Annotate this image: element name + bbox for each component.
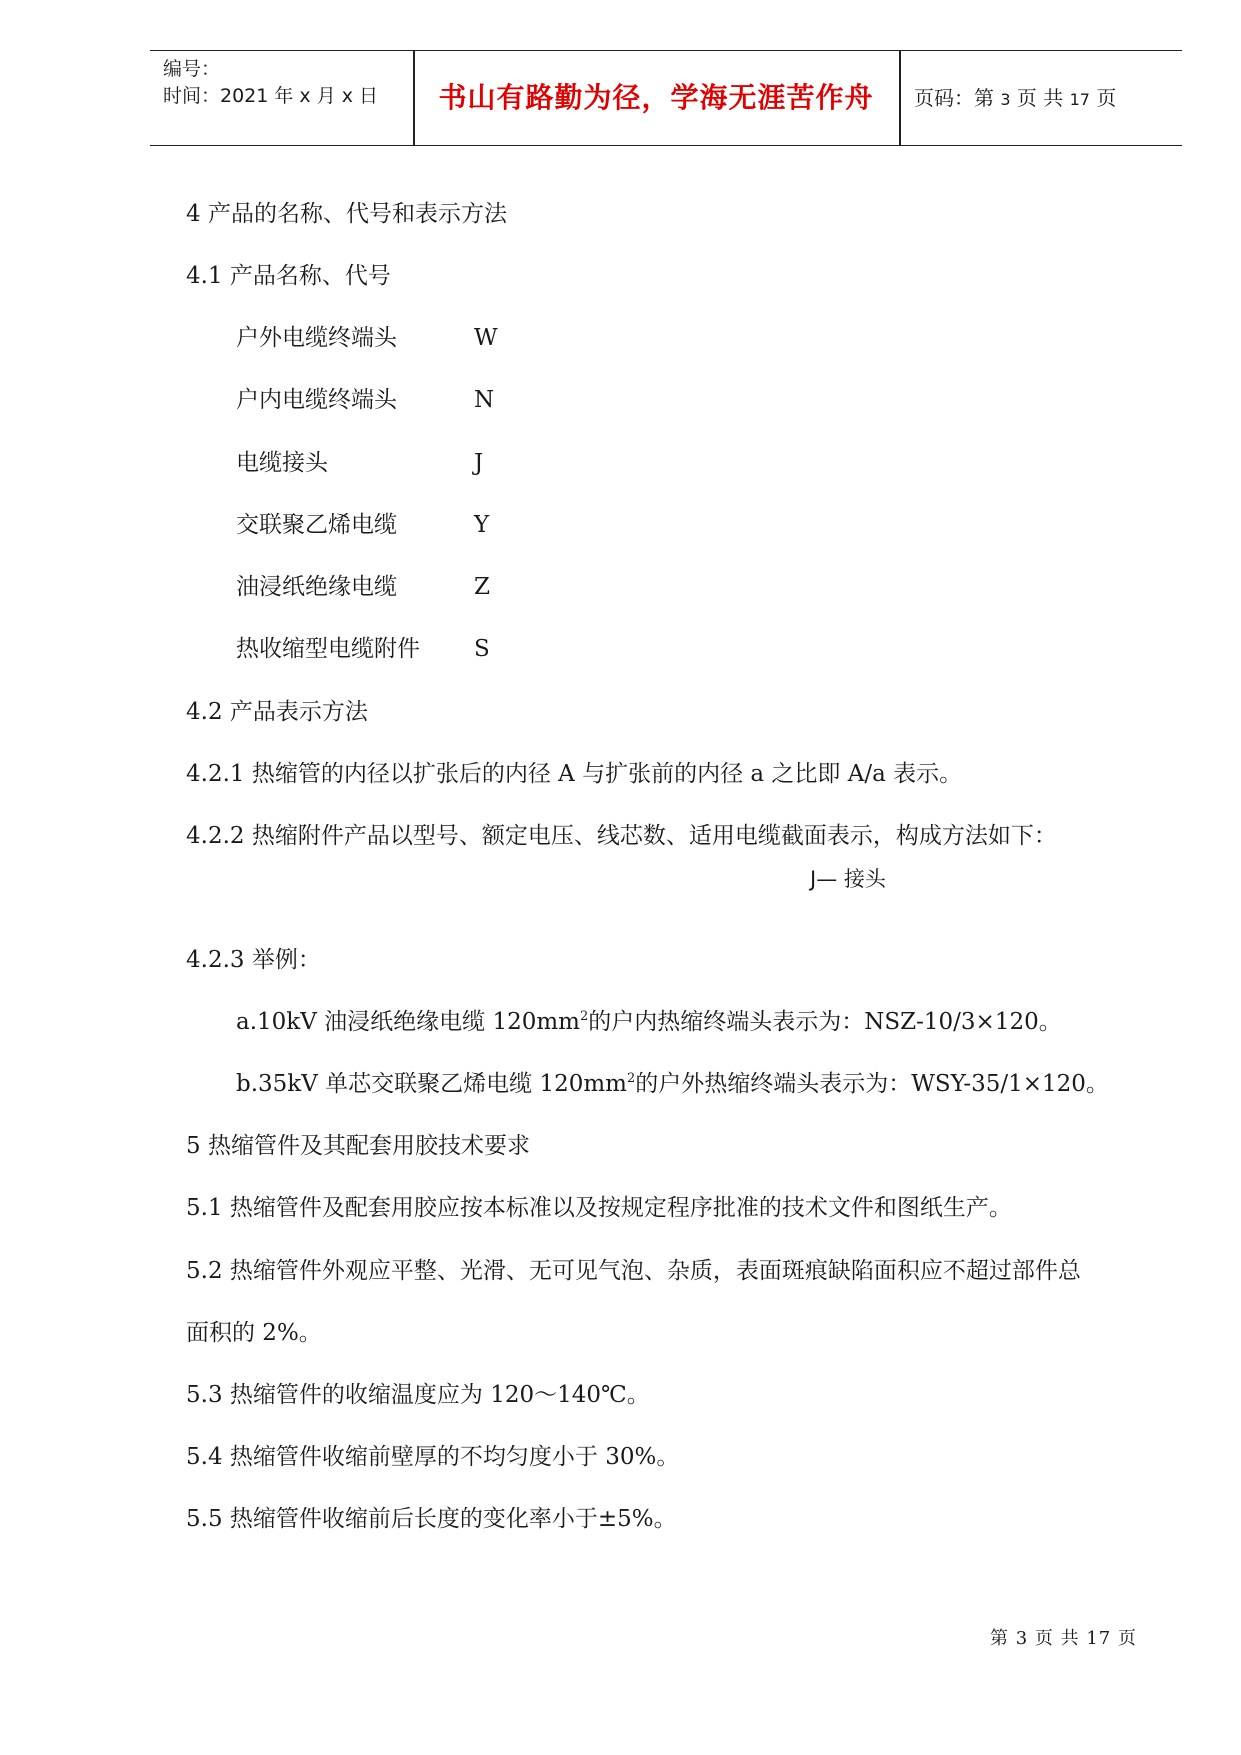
header-page-number xyxy=(914,51,1174,145)
page-mid: 页 共 xyxy=(1016,86,1064,110)
example-a xyxy=(236,1007,1062,1037)
section-4-1-heading: 4.1 产品名称、代号 xyxy=(186,263,391,289)
section-4-2-2: 4.2.2 热缩附件产品以型号、额定电压、线芯数、适用电缆截面表示，构成方法如下： xyxy=(186,823,1057,849)
page-header xyxy=(150,50,1182,146)
header-divider xyxy=(899,51,901,145)
code-value: N xyxy=(474,387,495,413)
time-label: 时间：2021 年 x 月 x 日 xyxy=(163,85,379,107)
code-value: Z xyxy=(474,574,490,600)
page-current: 3 xyxy=(1000,90,1011,109)
code-name: 油浸纸绝缘电缆 xyxy=(236,574,397,600)
serial-label: 编号： xyxy=(163,58,221,80)
code-name: 热收缩型电缆附件 xyxy=(236,636,420,662)
section-4-2-3: 4.2.3 举例： xyxy=(186,947,321,973)
example-b-text: b.35kV 单芯交联聚乙烯电缆 120mm xyxy=(236,1071,627,1097)
example-a-text: 的户内热缩终端头表示为：NSZ-10/3×120。 xyxy=(588,1009,1062,1035)
code-name: 户外电缆终端头 xyxy=(236,325,397,351)
section-5-5: 5.5 热缩管件收缩前后长度的变化率小于±5%。 xyxy=(186,1506,677,1532)
example-a-text: a.10kV 油浸纸绝缘电缆 120mm xyxy=(236,1009,580,1035)
code-name: 户内电缆终端头 xyxy=(236,387,397,413)
page-footer: 第 3 页 共 17 页 xyxy=(990,1628,1137,1649)
section-4-heading: 4 产品的名称、代号和表示方法 xyxy=(186,201,507,227)
superscript: 2 xyxy=(627,1071,636,1086)
diagram-label: J— 接头 xyxy=(810,867,886,891)
header-meta xyxy=(163,51,413,145)
section-5-3: 5.3 热缩管件的收缩温度应为 120～140℃。 xyxy=(186,1382,650,1408)
section-5-4: 5.4 热缩管件收缩前壁厚的不均匀度小于 30%。 xyxy=(186,1444,680,1470)
example-b-text: 的户外热缩终端头表示为：WSY-35/1×120。 xyxy=(635,1071,1109,1097)
section-4-2-1: 4.2.1 热缩管的内径以扩张后的内径 A 与扩张前的内径 a 之比即 A/a 表示。 xyxy=(186,761,963,787)
example-b xyxy=(236,1069,1109,1099)
section-4-2-heading: 4.2 产品表示方法 xyxy=(186,699,368,725)
code-name: 电缆接头 xyxy=(236,450,328,476)
section-5-1: 5.1 热缩管件及配套用胶应按本标准以及按规定程序批准的技术文件和图纸生产。 xyxy=(186,1195,1012,1221)
code-value: W xyxy=(474,325,498,351)
section-5-2-line1: 5.2 热缩管件外观应平整、光滑、无可见气泡、杂质，表面斑痕缺陷面积应不超过部件总 xyxy=(186,1258,1081,1284)
section-5-heading: 5 热缩管件及其配套用胶技术要求 xyxy=(186,1133,530,1159)
header-motto: 书山有路勤为径，学海无涯苦作舟 xyxy=(438,81,874,114)
page-total: 17 xyxy=(1069,90,1090,109)
page-suffix: 页 xyxy=(1096,86,1117,110)
superscript: 2 xyxy=(579,1009,589,1024)
code-value: J xyxy=(474,450,484,476)
section-5-2-line2: 面积的 2%。 xyxy=(186,1320,322,1346)
code-name: 交联聚乙烯电缆 xyxy=(236,512,397,538)
page-prefix: 页码：第 xyxy=(914,86,994,110)
code-value: S xyxy=(474,636,490,662)
code-value: Y xyxy=(474,512,490,538)
